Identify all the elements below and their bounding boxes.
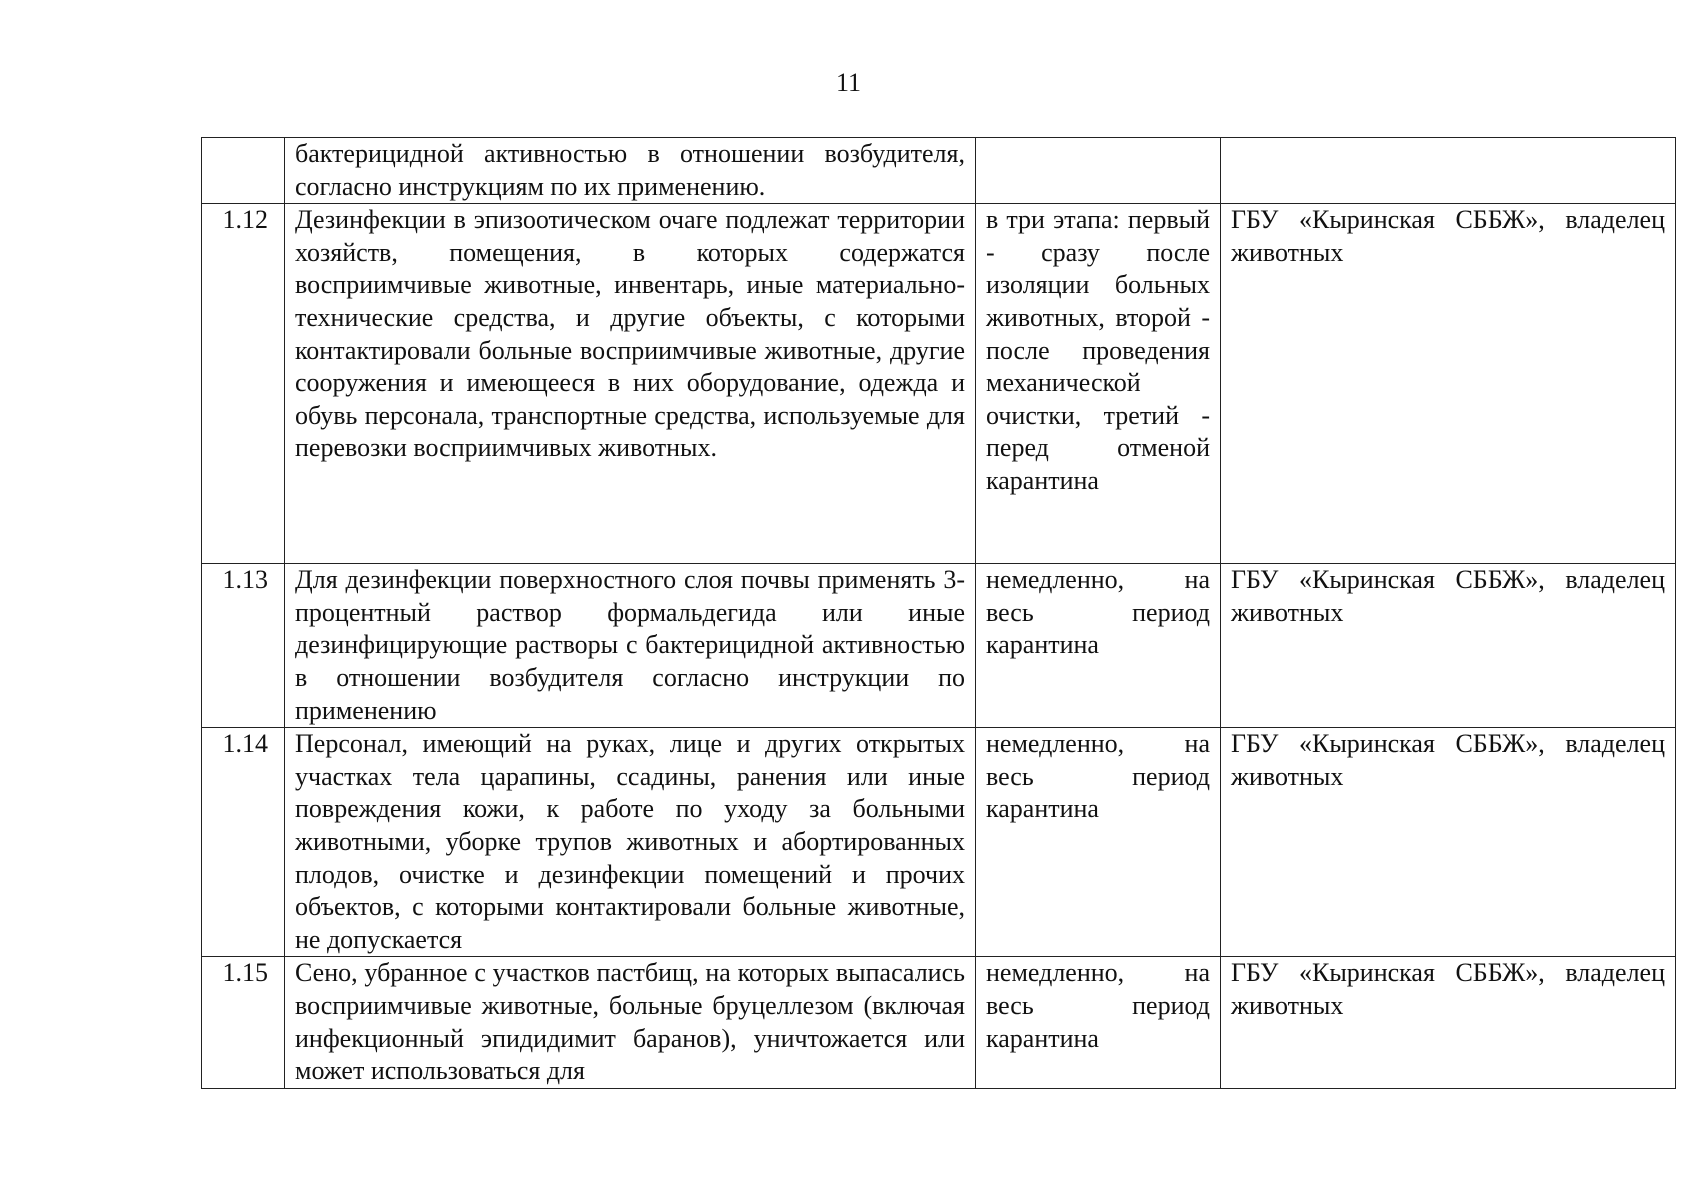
row-number [202, 138, 285, 204]
table-row [202, 957, 1676, 1089]
row-number: 1.13 [202, 564, 285, 728]
term-text: в три этапа: первый - сразу после изоляции больных животных, второй - после проведения механической очистки, третий - перед отменой карантина [976, 204, 1221, 564]
measure-text: Дезинфекции в эпизоотическом очаге подлежат территории хозяйств, помещения, в которых содержатся восприимчивые животные, инвентарь, иные материально-технические средства, и другие объекты, с которыми контактировали больные восприимчивые животные, другие сооружения и имеющееся в них оборудование, одежда и обувь персонала, транспортные средства, используемые для перевозки восприимчивых животных. [285, 204, 976, 564]
measure-text: Сено, убранное с участков пастбищ, на которых выпасались восприимчивые животные, больные бруцеллезом (включая инфекционный эпидидимит баранов), уничтожается или может использоваться для [285, 957, 976, 1089]
term-text: немедленно, на весь период карантина [976, 564, 1221, 728]
responsible-text: ГБУ «Кыринская СББЖ», владелец животных [1221, 957, 1676, 1089]
responsible-text: ГБУ «Кыринская СББЖ», владелец животных [1221, 204, 1676, 564]
row-number: 1.14 [202, 728, 285, 957]
table-row [202, 138, 1676, 204]
responsible-text: ГБУ «Кыринская СББЖ», владелец животных [1221, 728, 1676, 957]
row-number: 1.15 [202, 957, 285, 1089]
row-number: 1.12 [202, 204, 285, 564]
table-row [202, 728, 1676, 957]
responsible-text [1221, 138, 1676, 204]
measure-text: Для дезинфекции поверхностного слоя почвы применять 3-процентный раствор формальдегида или иные дезинфицирующие растворы с бактерицидной активностью в отношении возбудителя согласно инструкции по применению [285, 564, 976, 728]
term-text: немедленно, на весь период карантина [976, 957, 1221, 1089]
table-row [202, 564, 1676, 728]
term-text [976, 138, 1221, 204]
measure-text: Персонал, имеющий на руках, лице и других открытых участках тела царапины, ссадины, ранения или иные повреждения кожи, к работе по уходу за больными животными, уборке трупов животных и абортированных плодов, очистке и дезинфекции помещений и прочих объектов, с которыми контактировали больные животные, не допускается [285, 728, 976, 957]
table-row [202, 204, 1676, 564]
term-text: немедленно, на весь период карантина [976, 728, 1221, 957]
page-number: 11 [835, 68, 862, 97]
responsible-text: ГБУ «Кыринская СББЖ», владелец животных [1221, 564, 1676, 728]
measures-table [201, 137, 1676, 1089]
measure-text: бактерицидной активностью в отношении возбудителя, согласно инструкциям по их применению. [285, 138, 976, 204]
